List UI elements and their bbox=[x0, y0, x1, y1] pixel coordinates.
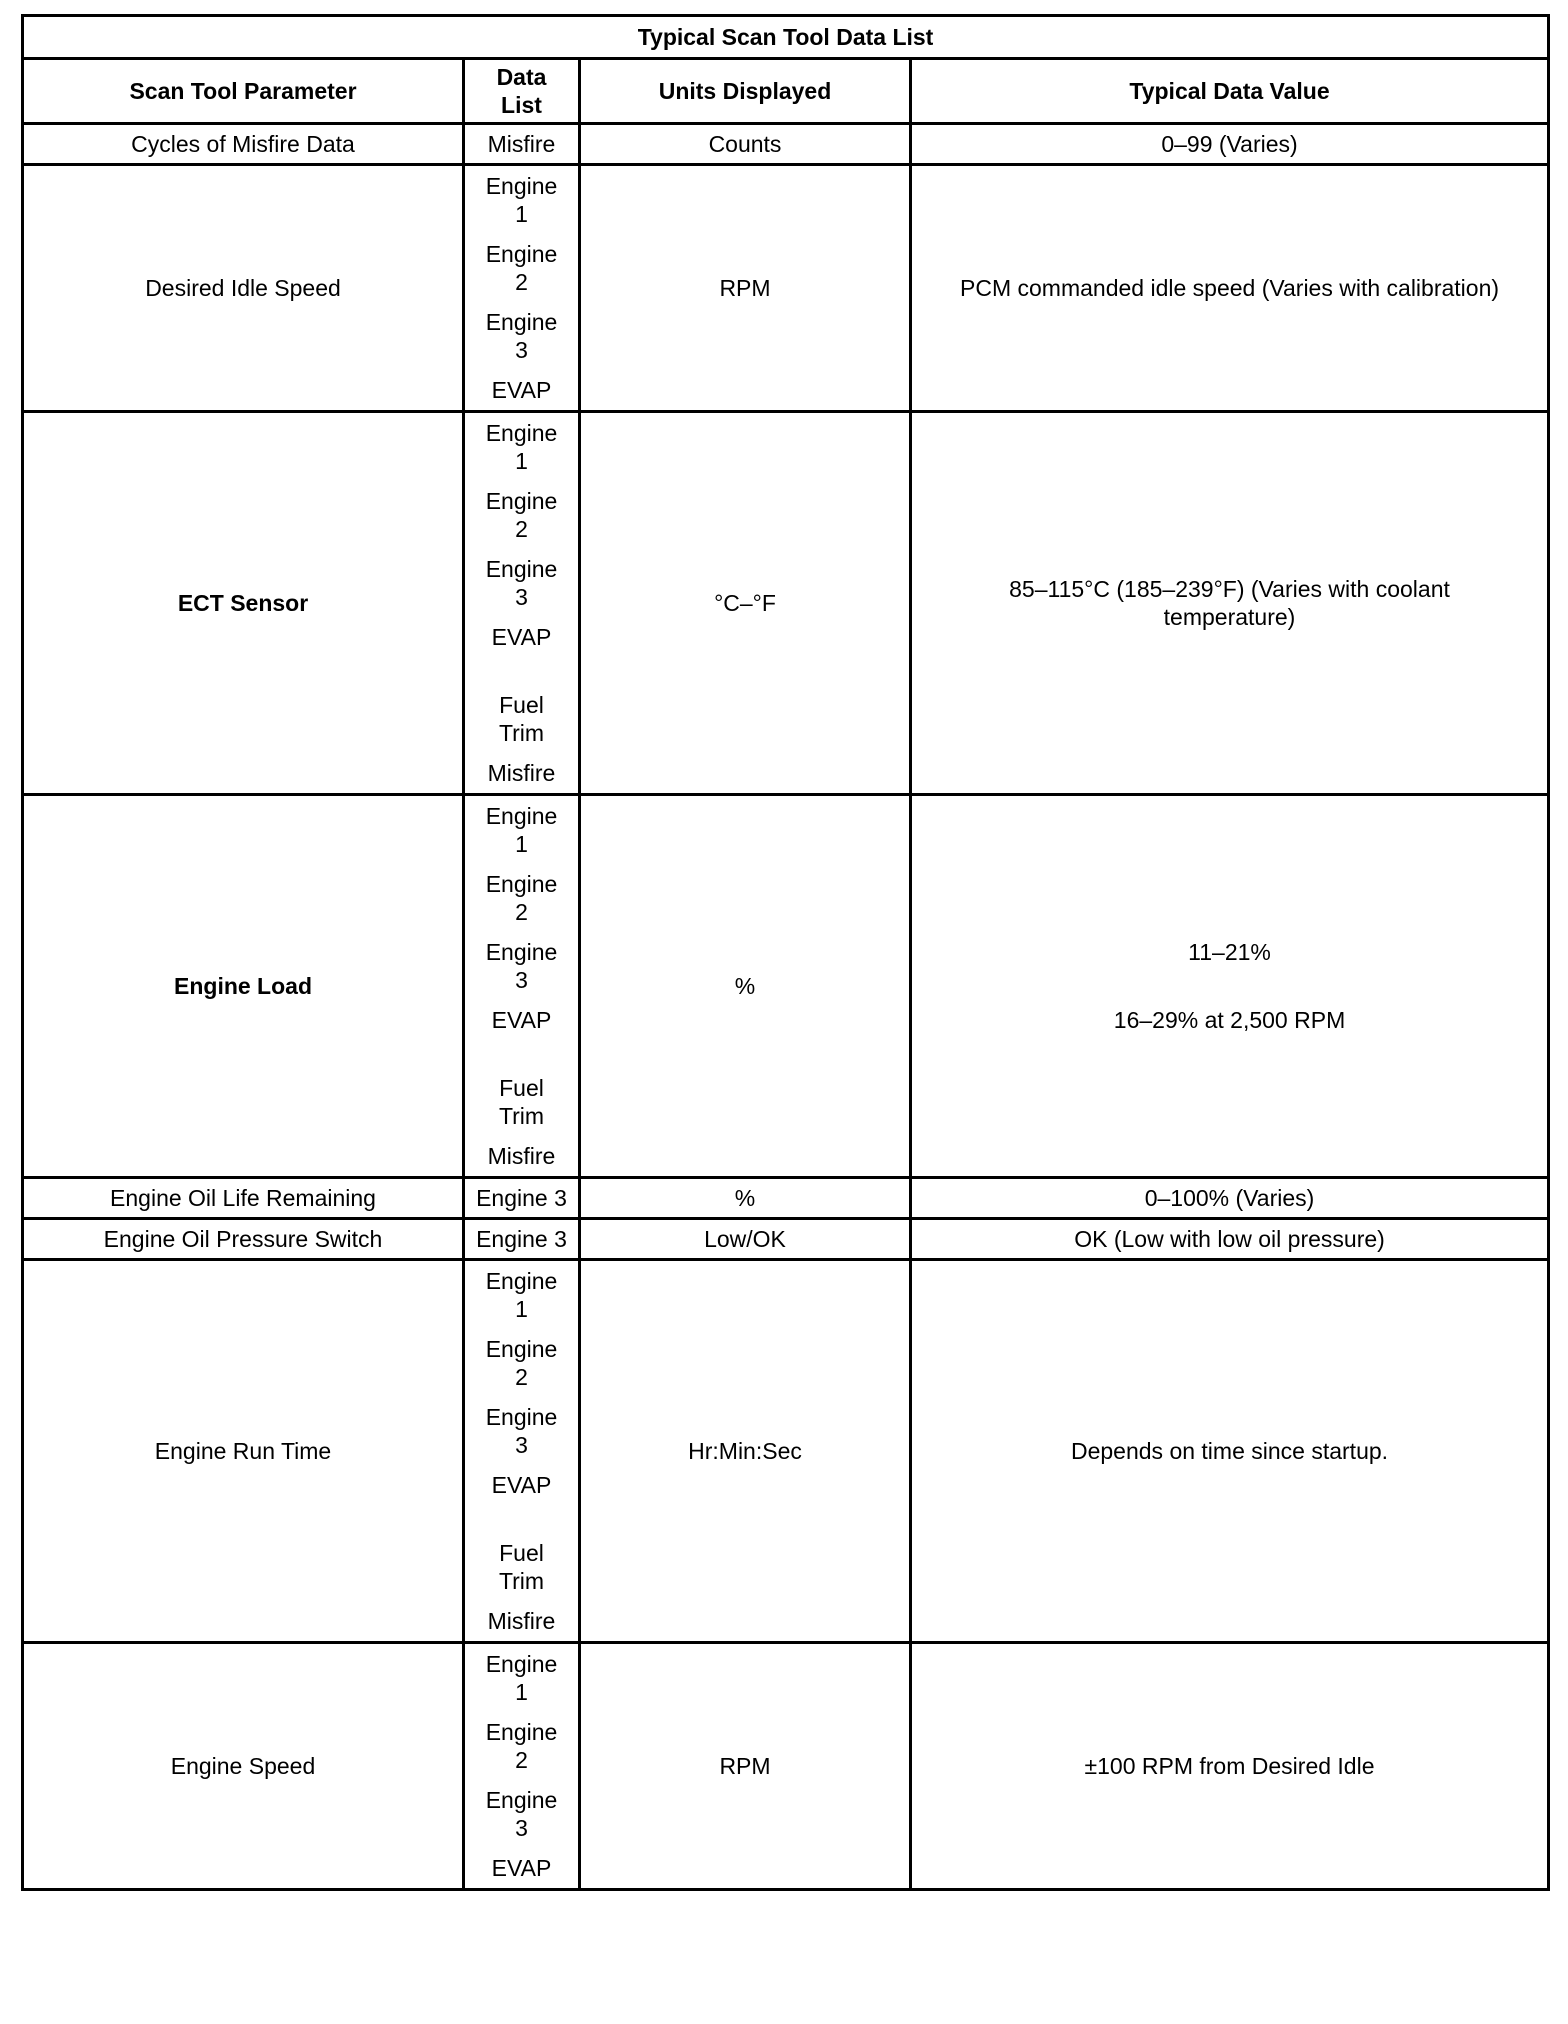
typical-value-line: ±100 RPM from Desired Idle bbox=[1084, 1753, 1375, 1779]
data-list-item: EVAP bbox=[491, 1472, 552, 1498]
cell-typical-data-value bbox=[911, 1219, 1549, 1260]
cell-units-displayed: RPM bbox=[580, 1643, 911, 1890]
table-row bbox=[23, 1178, 1549, 1219]
data-list-item: Engine 2 bbox=[485, 871, 558, 925]
cell-data-list bbox=[464, 165, 580, 412]
table-row bbox=[23, 1260, 1549, 1643]
table-row bbox=[23, 795, 1549, 1178]
data-list-item: Engine 1 bbox=[485, 420, 558, 474]
data-list-item: EVAP bbox=[491, 1855, 552, 1881]
data-list-item: EVAP bbox=[491, 1007, 552, 1033]
cell-units-displayed: °C–°F bbox=[580, 412, 911, 795]
cell-scan-tool-parameter: ECT Sensor bbox=[23, 412, 464, 795]
cell-units-displayed: Counts bbox=[580, 124, 911, 165]
header-data-list: Data List bbox=[464, 59, 580, 124]
cell-data-list: Engine 3 bbox=[464, 1178, 580, 1219]
header-typical-data-value: Typical Data Value bbox=[911, 59, 1549, 124]
table-row bbox=[23, 412, 1549, 795]
cell-scan-tool-parameter: Engine Oil Pressure Switch bbox=[23, 1219, 464, 1260]
cell-typical-data-value bbox=[911, 795, 1549, 1178]
data-list-item: Fuel Trim bbox=[498, 1540, 545, 1594]
cell-data-list bbox=[464, 795, 580, 1178]
data-list-item: Fuel Trim bbox=[498, 1075, 545, 1129]
table-body bbox=[23, 124, 1549, 1890]
typical-value-line: 85–115°C (185–239°F) (Varies with coolant temperature) bbox=[1009, 576, 1450, 630]
cell-data-list: Misfire bbox=[464, 124, 580, 165]
data-list-item: Engine 2 bbox=[485, 241, 558, 295]
cell-scan-tool-parameter: Engine Oil Life Remaining bbox=[23, 1178, 464, 1219]
data-list-item: Engine 2 bbox=[485, 1336, 558, 1390]
data-list-item: Engine 1 bbox=[485, 173, 558, 227]
data-list-item: Misfire bbox=[487, 1143, 556, 1169]
header-scan-tool-parameter: Scan Tool Parameter bbox=[23, 59, 464, 124]
document-page bbox=[21, 14, 1547, 1891]
typical-value-line: PCM commanded idle speed (Varies with calibration) bbox=[960, 275, 1500, 301]
table-row bbox=[23, 1219, 1549, 1260]
cell-units-displayed: % bbox=[580, 1178, 911, 1219]
cell-scan-tool-parameter: Cycles of Misfire Data bbox=[23, 124, 464, 165]
cell-data-list bbox=[464, 412, 580, 795]
cell-units-displayed: RPM bbox=[580, 165, 911, 412]
data-list-item: Engine 2 bbox=[485, 1719, 558, 1773]
data-list-item: Engine 3 bbox=[485, 309, 558, 363]
data-list-item: Misfire bbox=[487, 1608, 556, 1634]
cell-typical-data-value bbox=[911, 124, 1549, 165]
data-list-item: Engine 1 bbox=[485, 1651, 558, 1705]
table-row bbox=[23, 165, 1549, 412]
typical-value-line: 0–100% (Varies) bbox=[1144, 1185, 1315, 1211]
data-list-item: EVAP bbox=[491, 377, 552, 403]
table-title: Typical Scan Tool Data List bbox=[23, 16, 1549, 59]
cell-scan-tool-parameter: Engine Run Time bbox=[23, 1260, 464, 1643]
data-list-item: Engine 3 bbox=[485, 939, 558, 993]
data-list-item: Engine 3 bbox=[485, 1404, 558, 1458]
header-units-displayed: Units Displayed bbox=[580, 59, 911, 124]
typical-value-line: Depends on time since startup. bbox=[1070, 1438, 1389, 1464]
data-list-item: EVAP bbox=[491, 624, 552, 650]
cell-typical-data-value bbox=[911, 412, 1549, 795]
data-list-item: Fuel Trim bbox=[498, 692, 545, 746]
cell-typical-data-value bbox=[911, 1260, 1549, 1643]
data-list-item: Engine 1 bbox=[485, 1268, 558, 1322]
typical-value-line: 16–29% at 2,500 RPM bbox=[1113, 1007, 1346, 1033]
data-list-item: Engine 3 bbox=[485, 1787, 558, 1841]
data-list-item: Engine 1 bbox=[485, 803, 558, 857]
cell-typical-data-value bbox=[911, 1643, 1549, 1890]
data-list-item: Engine 2 bbox=[485, 488, 558, 542]
table-row bbox=[23, 1643, 1549, 1890]
data-list-item: Engine 3 bbox=[485, 556, 558, 610]
cell-data-list bbox=[464, 1643, 580, 1890]
typical-value-line: 0–99 (Varies) bbox=[1161, 131, 1298, 157]
typical-value-line: OK (Low with low oil pressure) bbox=[1074, 1226, 1385, 1252]
scan-tool-data-table bbox=[21, 14, 1550, 1891]
cell-typical-data-value bbox=[911, 1178, 1549, 1219]
typical-value-line: 11–21% bbox=[1188, 939, 1271, 965]
cell-scan-tool-parameter: Desired Idle Speed bbox=[23, 165, 464, 412]
cell-scan-tool-parameter: Engine Load bbox=[23, 795, 464, 1178]
table-row bbox=[23, 124, 1549, 165]
cell-units-displayed: % bbox=[580, 795, 911, 1178]
cell-typical-data-value bbox=[911, 165, 1549, 412]
cell-units-displayed: Hr:Min:Sec bbox=[580, 1260, 911, 1643]
cell-units-displayed: Low/OK bbox=[580, 1219, 911, 1260]
cell-scan-tool-parameter: Engine Speed bbox=[23, 1643, 464, 1890]
data-list-item: Misfire bbox=[487, 760, 556, 786]
cell-data-list bbox=[464, 1260, 580, 1643]
cell-data-list: Engine 3 bbox=[464, 1219, 580, 1260]
